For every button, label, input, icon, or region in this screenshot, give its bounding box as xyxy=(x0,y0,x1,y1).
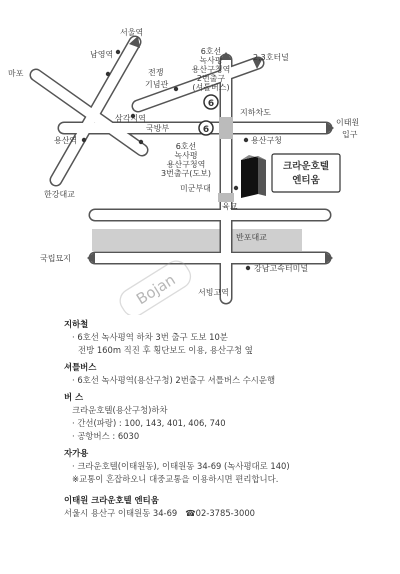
subway-line-2: 전방 160m 직진 후 횡단보도 이용, 용산구청 옆 xyxy=(78,345,253,355)
company-address-line xyxy=(64,507,384,520)
label-line6-noksapyeong-2: 녹사평 xyxy=(199,56,223,65)
bus-title: 버 스 xyxy=(64,392,84,402)
label-line6-noksapyeong-4: 2번출구 xyxy=(196,74,226,83)
company-address: 서울시 용산구 이태원동 34-69 xyxy=(64,508,178,518)
label-line6-exit3-1: 6호선 xyxy=(175,142,197,151)
han-river xyxy=(92,229,302,251)
directions-panel xyxy=(64,316,384,520)
car-line-2: ※교통이 혼잡하오니 대중교통을 이용하시면 편리합니다. xyxy=(72,474,279,484)
watermark-stamp xyxy=(116,257,195,315)
label-underpass: 지하차도 xyxy=(240,108,271,117)
label-seobinggo: 서빙고역 xyxy=(198,288,229,297)
hotel-label-box xyxy=(272,154,340,192)
label-namyeong-station: 남영역 xyxy=(90,50,114,59)
label-tunnel: 2,3호터널 xyxy=(253,53,289,62)
label-samgakji: 삼각지역 xyxy=(115,114,146,123)
hotel-building xyxy=(241,155,266,198)
label-gangnam-terminal: 강남고속터미널 xyxy=(254,264,309,273)
label-overpass: 육교 xyxy=(222,202,238,211)
label-banpo-bridge: 반포대교 xyxy=(236,233,267,242)
car-title: 자가용 xyxy=(64,448,89,458)
label-warmemorial-1: 전쟁 xyxy=(148,68,164,77)
label-line6-exit3-2: 녹사평 xyxy=(174,151,198,160)
overpass-mark xyxy=(218,193,234,202)
hotel-label-line2: 엔티움 xyxy=(292,175,320,186)
company-name: 이태원 크라운호텔 엔티움 xyxy=(64,495,159,505)
label-usarmy: 미군부대 xyxy=(180,184,211,193)
line6-badge-mid xyxy=(199,121,213,135)
subway-title: 지하철 xyxy=(64,319,89,329)
bus-stop: 크라운호텔(용산구청)하차 xyxy=(72,405,168,415)
label-yongsan-office: 용산구청 xyxy=(251,136,282,145)
label-itaewon-1: 이태원 xyxy=(336,118,360,127)
label-hangang-bridge: 한강대교 xyxy=(44,190,75,199)
label-seoul-station: 서울역 xyxy=(120,28,144,37)
subway-line-1: · 6호선 녹사평역 하차 3번 출구 도보 10분 xyxy=(72,332,228,342)
label-line6-exit3-3: 용산구청역 xyxy=(166,160,206,169)
label-warmemorial-2: 기념관 xyxy=(145,80,169,89)
svg-text:6: 6 xyxy=(207,99,215,109)
hotel-label-line1: 크라운호텔 xyxy=(283,161,329,172)
svg-text:Bojan: Bojan xyxy=(133,270,179,309)
svg-text:6: 6 xyxy=(202,125,210,135)
bus-line-1: · 간선(파랑) : 100, 143, 401, 406, 740 xyxy=(72,418,226,428)
line6-badge-top xyxy=(204,95,218,109)
shuttle-line-1: · 6호선 녹사평역(용산구청) 2번출구 셔틀버스 수시운행 xyxy=(72,375,276,385)
label-line6-noksapyeong-1: 6호선 xyxy=(200,47,222,56)
label-line6-noksapyeong-5: (셔틀버스) xyxy=(192,83,230,92)
label-mapo: 마포 xyxy=(8,69,24,78)
label-national-cemetery: 국립묘지 xyxy=(40,254,71,263)
label-line6-noksapyeong-3: 용산구청역 xyxy=(191,65,231,74)
label-yongsan-station: 용산역 xyxy=(54,136,78,145)
bus-line-2: · 공항버스 : 6030 xyxy=(72,431,140,441)
shuttle-title: 셔틀버스 xyxy=(64,362,97,372)
company-phone: ☎02-3785-3000 xyxy=(185,508,255,518)
car-line-1: · 크라운호텔(이태원동), 이태원동 34-69 (녹사평대로 140) xyxy=(72,461,290,471)
label-itaewon-2: 입구 xyxy=(342,130,358,139)
label-defense: 국방부 xyxy=(146,124,170,133)
underpass-mark xyxy=(219,117,233,139)
label-line6-exit3-4: 3번출구(도보) xyxy=(161,169,211,178)
